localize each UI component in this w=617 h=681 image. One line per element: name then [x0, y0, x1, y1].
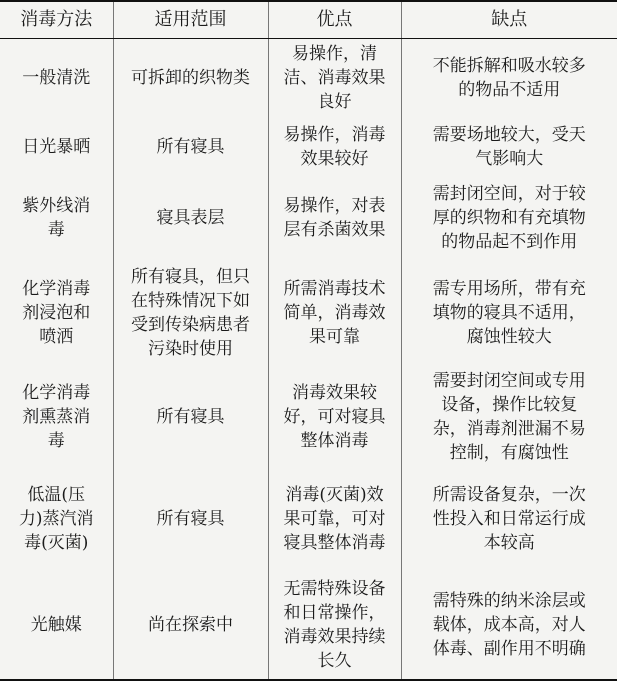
- cell-pros: [268, 367, 401, 467]
- table-header-row: [0, 1, 617, 38]
- table-row: [0, 259, 617, 367]
- cell-text: 的物品不适用: [458, 79, 561, 100]
- cell-text: 在特殊情况下如: [131, 291, 250, 311]
- cell-text: 所需消毒技术: [283, 279, 386, 299]
- cell-cons: [401, 38, 617, 117]
- cell-text: 腐蚀性较大: [466, 327, 552, 347]
- cell-text: 无需特殊设备: [283, 578, 386, 599]
- cell-scope: [113, 570, 268, 680]
- cell-text: 所需设备复杂，一次: [432, 484, 586, 505]
- cell-scope: [113, 467, 268, 570]
- cell-text: 日光暴晒: [22, 137, 91, 157]
- table-row: [0, 467, 617, 570]
- cell-text: 毒: [47, 431, 65, 451]
- header-pros: 优点: [268, 1, 401, 38]
- cell-text: 光触媒: [30, 614, 82, 635]
- cell-method: [0, 117, 113, 177]
- table-row: [0, 367, 617, 467]
- cell-scope: [113, 177, 268, 259]
- cell-text: 寝具整体消毒: [283, 532, 386, 553]
- cell-text: 毒(灭菌): [24, 532, 89, 553]
- cell-cons: [401, 177, 617, 259]
- cell-method: [0, 367, 113, 467]
- cell-scope: [113, 117, 268, 177]
- cell-text: 本较高: [483, 532, 535, 553]
- cell-text: 剂浸泡和: [22, 303, 91, 323]
- table-row: [0, 570, 617, 680]
- cell-text: 需特殊的纳米涂层或: [432, 590, 586, 611]
- cell-text: 和日常操作，: [283, 602, 386, 623]
- cell-text: 所有寝具: [156, 407, 225, 427]
- table-row: [0, 38, 617, 117]
- cell-text: 需封闭空间，对于较: [432, 184, 586, 204]
- cell-scope: [113, 259, 268, 367]
- cell-text: 填物的寝具不适用，: [432, 303, 586, 323]
- cell-text: 尚在探索中: [148, 614, 233, 635]
- cell-text: 不能拆解和吸水较多: [432, 55, 586, 76]
- header-method: 消毒方法: [0, 1, 113, 38]
- cell-text: 易操作，对表: [283, 196, 386, 216]
- cell-text: 力)蒸汽消: [18, 508, 94, 529]
- cell-cons: [401, 117, 617, 177]
- cell-text: 需专用场所，带有充: [432, 279, 586, 299]
- cell-text: 易操作，消毒: [283, 125, 386, 145]
- cell-cons: [401, 467, 617, 570]
- cell-text: 需要场地较大，受天: [432, 125, 586, 145]
- cell-text: 喷洒: [39, 327, 74, 347]
- cell-text: 果可靠，可对: [283, 508, 386, 529]
- cell-text: 层有杀菌效果: [283, 220, 386, 240]
- cell-scope: [113, 38, 268, 117]
- cell-text: 消毒效果较: [292, 383, 377, 403]
- cell-text: 杂，消毒剂泄漏不易: [432, 419, 586, 439]
- cell-method: [0, 570, 113, 680]
- cell-text: 寝具表层: [156, 208, 225, 228]
- cell-text: 一般清洗: [22, 67, 91, 88]
- table-row: [0, 177, 617, 259]
- cell-text: 简单，消毒效: [283, 303, 386, 323]
- cell-text: 气影响大: [475, 149, 544, 169]
- cell-text: 低温(压: [27, 484, 86, 505]
- cell-pros: [268, 38, 401, 117]
- cell-text: 化学消毒: [22, 279, 91, 299]
- cell-text: 需要封闭空间或专用: [432, 371, 586, 391]
- cell-text: 所有寝具: [156, 508, 225, 529]
- cell-text: 所有寝具: [156, 137, 225, 157]
- cell-pros: [268, 259, 401, 367]
- cell-method: [0, 259, 113, 367]
- cell-text: 控制，有腐蚀性: [449, 443, 569, 463]
- cell-cons: [401, 570, 617, 680]
- cell-text: 污染时使用: [148, 339, 233, 359]
- cell-text: 易操作，清: [292, 43, 377, 64]
- cell-text: 效果较好: [300, 149, 369, 169]
- cell-text: 毒: [47, 220, 65, 240]
- cell-text: 受到传染病患者: [131, 315, 250, 335]
- cell-method: [0, 38, 113, 117]
- cell-text: 消毒(灭菌)效: [285, 484, 384, 505]
- header-cons: 缺点: [401, 1, 617, 38]
- cell-text: 厚的织物和有充填物: [432, 208, 586, 228]
- cell-pros: [268, 177, 401, 259]
- table-row: [0, 117, 617, 177]
- cell-text: 剂熏蒸消: [22, 407, 91, 427]
- cell-text: 的物品起不到作用: [441, 232, 578, 252]
- cell-pros: [268, 467, 401, 570]
- cell-cons: [401, 259, 617, 367]
- cell-text: 洁、消毒效果: [283, 67, 386, 88]
- cell-text: 长久: [317, 650, 352, 671]
- cell-text: 体毒、副作用不明确: [432, 638, 586, 659]
- cell-scope: [113, 367, 268, 467]
- cell-text: 设备，操作比较复: [441, 395, 578, 415]
- cell-text: 化学消毒: [22, 383, 91, 403]
- header-scope: 适用范围: [113, 1, 268, 38]
- cell-pros: [268, 570, 401, 680]
- cell-text: 所有寝具，但只: [131, 267, 250, 287]
- cell-method: [0, 177, 113, 259]
- cell-text: 载体，成本高，对人: [432, 614, 586, 635]
- cell-text: 可拆卸的织物类: [131, 67, 250, 88]
- cell-pros: [268, 117, 401, 177]
- cell-cons: [401, 367, 617, 467]
- cell-text: 好，可对寝具: [283, 407, 386, 427]
- cell-method: [0, 467, 113, 570]
- cell-text: 性投入和日常运行成: [432, 508, 586, 529]
- cell-text: 良好: [317, 91, 352, 112]
- cell-text: 消毒效果持续: [283, 626, 386, 647]
- cell-text: 果可靠: [309, 327, 360, 347]
- cell-text: 紫外线消: [22, 196, 91, 216]
- cell-text: 整体消毒: [300, 431, 369, 451]
